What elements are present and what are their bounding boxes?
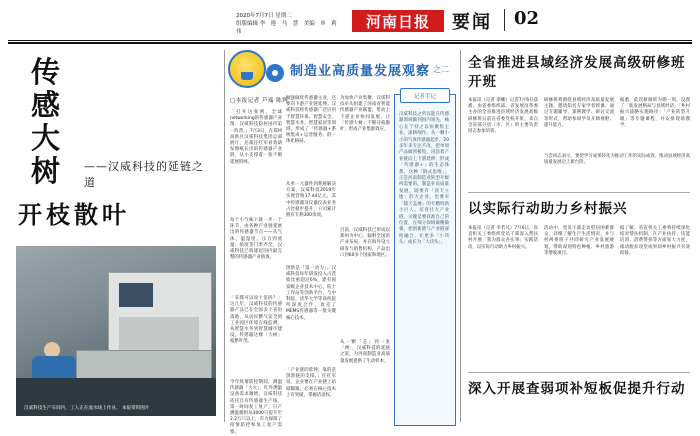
series-part: 之二 [433, 64, 450, 74]
article-headline-1: 全省推进县域经济发展高级研修班开班 [468, 55, 686, 90]
photo-caption: 汉威科技生产车间内，工人正在流水线上作业。 本报资料图片 [24, 406, 150, 411]
column-rule-2 [460, 50, 461, 422]
body-paragraph: 「采煤可以说十倍吗？」这几年，汉威科技的传感器产品已在全国多个省份落地，从居民燃气安全到工业园区环境在线监测，从智慧水务到智慧城市建设，传感器这棵「大树」枝繁叶茂。 [230, 296, 282, 345]
body-paragraph: 做强做优传感器主业，还要向下游产业链延伸。汉威科技将传感器广泛应用于智慧环保、智慧安全、智慧水务、智慧家居等领域，形成了「传感器+系统集成+运营服务」的一体化格局。 [286, 96, 336, 145]
column-rule-1 [224, 50, 225, 422]
left-feature-package [10, 50, 220, 422]
article-divider-2 [468, 372, 690, 373]
feature-headline-primary: 传感大树 [30, 55, 61, 188]
section-title: 要闻 [452, 12, 492, 33]
right-package [466, 50, 692, 422]
body-paragraph: 从单一元器件到系统解决方案，汉威科技2019年实现营收17.44亿元，其中传感器及仪器仪表业务占比稳步提升，公司累计拥有专利300余项。 [286, 182, 336, 219]
article-2-paragraph: 据了解，省直机关工委将持续深化结对帮扶机制，在产业扶持、技能培训、消费帮扶等方面加大力度，推动脱贫攻坚成果同乡村振兴有效衔接。 [620, 226, 690, 256]
reporter-note-text: 汉威科技之所以能在传感器领域做到国内领先，核心在于持之以恒聚焦主业、深耕细作。从一颗小小的气体传感器起步，20多年来专注不改，把单项产品做到极致，再沿着产业链向上下游延伸，形成「传感器+」的生态体系。这种「链式思维」，正是河南制造业转型升级所需要的。制造业高质量发展，既要有「顶天立地」的大企业，也要有「铺天盖地」的专精特新小巨人。培育壮大产业链，关键是要找准自己的位置，在细分领域做精做强，把创新链与产业链深度融合，让更多「小块头」成长为「大块头」。 [399, 112, 449, 246]
article-1-paragraph: 据悉，此次研修班为期一周，设置了「新发展格局与县域经济」「乡村振兴战略实施路径」「产业转型升级」等专题课程，并安排现场教学。 [620, 98, 690, 128]
article-headline-2: 以实际行动助力乡村振兴 [468, 201, 628, 217]
body-paragraph: 「产业链的延伸，靠的是创新链的支撑。」任红军说，企业要在产业链上站稳脚跟，必须在核心技术上有突破，掌握话语权。 [286, 368, 336, 398]
article-1-paragraph: 本报讯（记者 栾姗）记者7月6日获悉，由省委组织部、省发展改革委主办的全省推进县域经济发展高级研修班日前在省委党校开班，来自全省部分县（市、区）的主要负责同志参加培训。 [468, 98, 538, 135]
reporter-note-tag: 记者手记 [400, 88, 450, 103]
body-paragraph: 今年疫情防控期间，测温传感器「大火」，红外测温设备需求激增。汉威科技依托自有传感器生产线，第一时间复工复产，日产测温模组从3000只提升至2.2万只以上，有力保障了疫情防控和复工复产需要。 [230, 380, 282, 435]
paper-logo: 河南日报 [352, 10, 444, 32]
article-1-paragraph: 与会同志表示，要把学习成果转化为推动工作的实际成效，推动县域经济高质量发展迈上新台阶。 [544, 154, 690, 166]
body-paragraph: 创新是「第一动力」。汉威科技每年研发投入占营收比重超过6%，建有国家级企业技术中心、院士工作站等创新平台，与中科院、清华大学等高校院所深度合作，攻克了MEMS传感器等一批关键核心技术。 [286, 266, 336, 321]
photo-machine-screen [119, 283, 153, 307]
body-paragraph: 每个小气味下就一步一个环节，由各种产业链延展出的传感器节点——从气体、温湿度、压力到流量、浓度等门类齐全，汉威科技已构建起国内最完整的传感器产业链条。 [230, 218, 282, 261]
body-paragraph: 「打开这张网，全球networking的传感器产业图，汉威科技稳居国内第一阵营。」7月3日，在郑州高新区汉威科技集团总部展厅，总裁任红军看着研发图纸长出的传感器产业链，从小支撑着一张不断延展的网。 [230, 110, 282, 165]
series-banner [228, 50, 450, 88]
article-1-paragraph: 研修班将围绕县域经济高质量发展主题，邀请知名专家学者授课，通过专题辅导、案例教学、研讨交流等形式，帮助参训学员开阔视野、提升能力。 [544, 98, 614, 128]
page-number: 02 [514, 8, 540, 29]
body-paragraph: 目前，汉威科技已形成以郑州为中心，辐射全国的产业布局，并在海外设立研发与销售机构，产品出口到60多个国家和地区。 [340, 228, 390, 258]
publication-date [236, 12, 346, 36]
gear-icon [266, 52, 288, 86]
feature-subheadline: ——汉威科技的延链之道 [84, 160, 204, 189]
masthead-rule-2 [8, 42, 692, 44]
article-2-paragraph: 活动中，党员干部走访慰问困难群众，详细了解生产生活情况，并与村两委班子共同研究产业发展规划，帮助谋划特色种植、乡村旅游等增收项目。 [544, 226, 614, 256]
masthead-divider [504, 9, 505, 31]
lightbulb-icon [228, 50, 266, 88]
article-2-paragraph: 本报讯（记者 李若凡）7月6日，省直机关工委组织党员干部深入帮扶村开展「我为群众办实事」实践活动，以实际行动助力乡村振兴。 [468, 226, 538, 250]
feature-photo [16, 246, 216, 416]
article-headline-3: 深入开展查弱项补短板促提升行动 [468, 381, 686, 397]
series-title: 制造业高质量发展观察 [290, 63, 431, 79]
byline: □本报记者 芦瑞 陈辉 [230, 98, 289, 104]
masthead-rule-1 [8, 40, 692, 41]
feature-headline-secondary: 开枝散叶 [18, 200, 130, 229]
masthead [0, 0, 700, 44]
body-paragraph: 为加快产业集聚，汉威科技牵头组建了河南省智能传感器产业联盟，带动上下游企业协同发展，让「传感大树」不断开枝散叶，形成产业集群效应。 [340, 96, 390, 133]
date-line: 2020年7月7日 星期二 [236, 13, 292, 19]
center-package [228, 50, 456, 435]
editors-line: 组版编辑 李 艳 马 慧 美编 单 莉 伟 [236, 21, 343, 35]
article-divider-1 [468, 192, 690, 193]
body-paragraph: 从一颗「芯」到一张「网」，汉威科技的延链之道，为河南制造业高质量发展提供了生动样本。 [340, 340, 390, 364]
